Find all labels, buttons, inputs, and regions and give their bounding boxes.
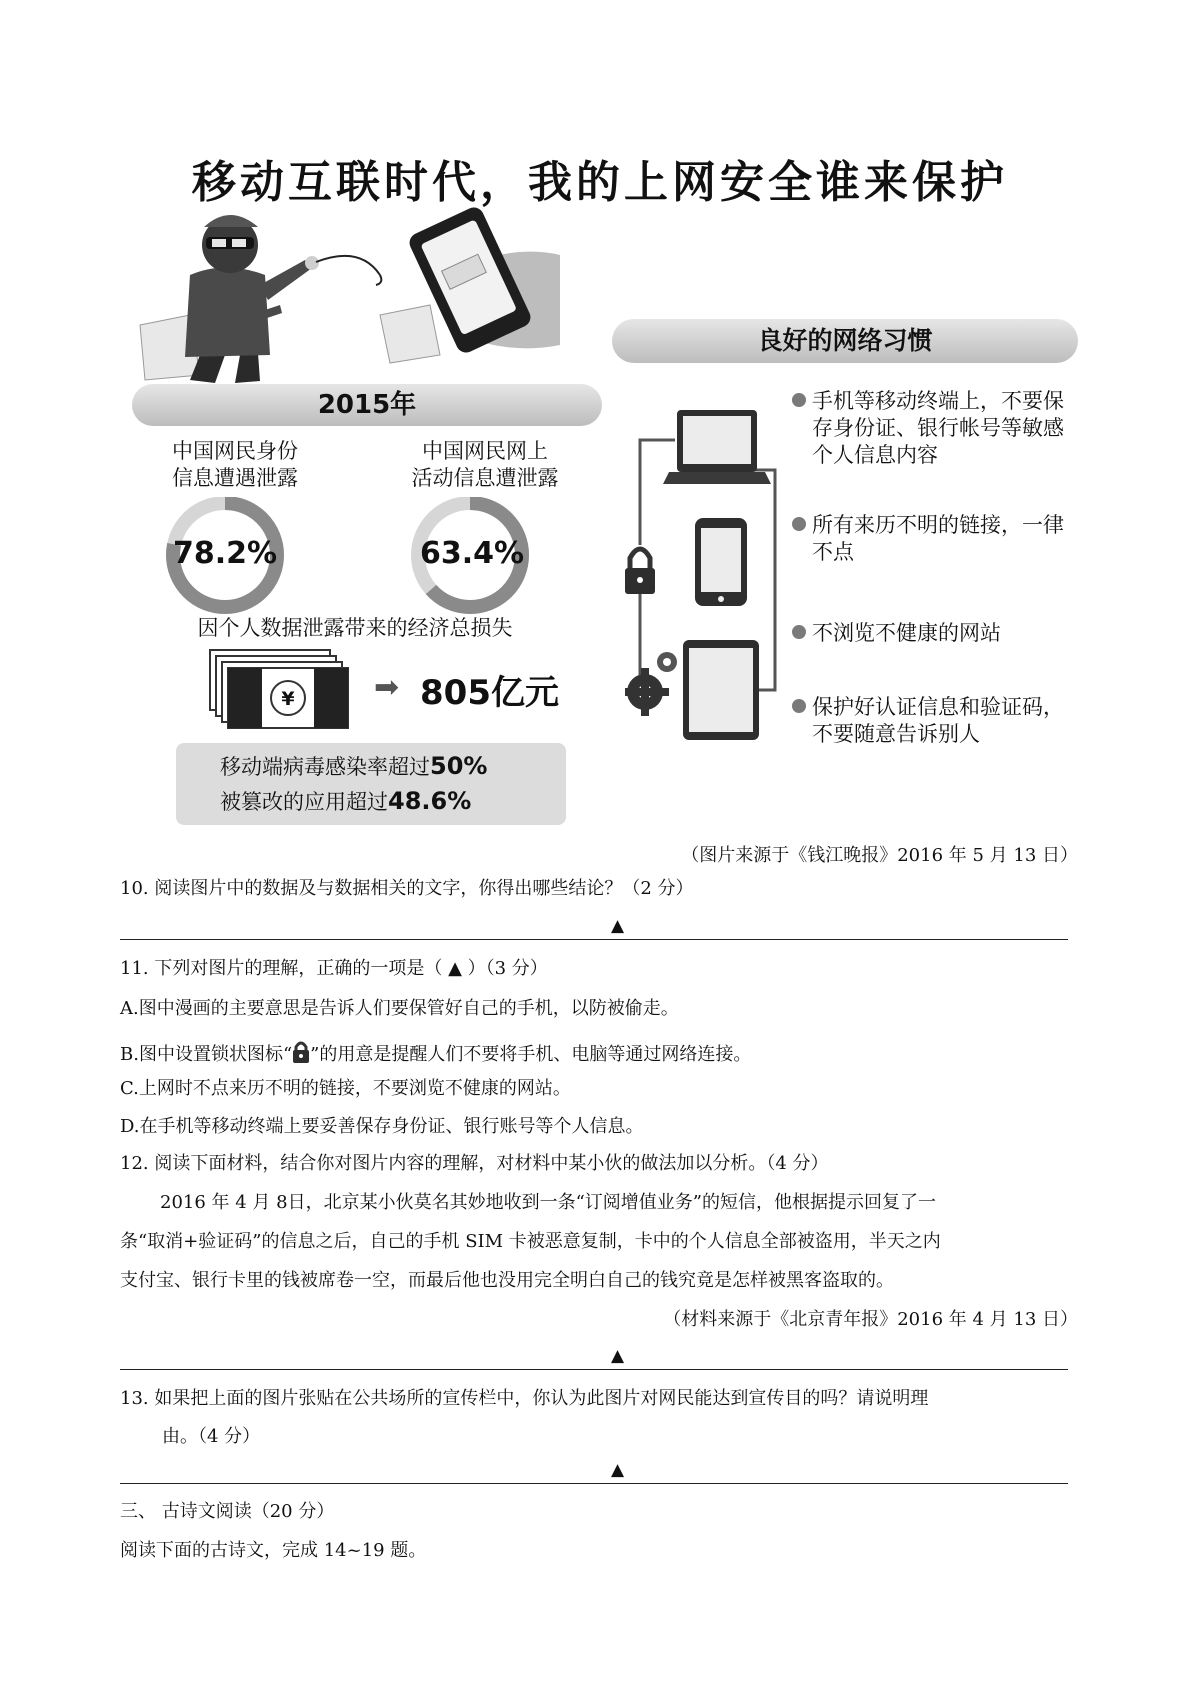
bullet-icon — [792, 625, 806, 639]
habits-header: 良好的网络习惯 — [612, 319, 1078, 363]
question-11: 11. 下列对图片的理解，正确的一项是（ ▲ ）（3 分） — [120, 958, 548, 979]
stat1-caption-line2: 信息遭遇泄露 — [172, 466, 298, 490]
gear-icon — [625, 652, 677, 716]
virus-line1-text: 移动端病毒感染率超过 — [220, 755, 430, 779]
stat1-value: 78.2% — [172, 536, 278, 571]
stat2-value: 63.4% — [419, 536, 525, 571]
bullet-icon — [792, 517, 806, 531]
section-3-intro: 阅读下面的古诗文，完成 14~19 题。 — [120, 1540, 427, 1561]
tablet-icon — [683, 640, 759, 740]
tip-4: 保护好认证信息和验证码，不要随意告诉别人 — [812, 694, 1082, 748]
virus-line2-value: 48.6% — [388, 787, 472, 815]
answer-line[interactable] — [120, 1483, 1068, 1484]
tip-2: 所有来历不明的链接，一律不点 — [812, 512, 1082, 566]
currency-symbol: ¥ — [281, 688, 295, 710]
bullet-icon — [792, 393, 806, 407]
lock-icon — [292, 1040, 310, 1064]
virus-line1-value: 50% — [430, 752, 488, 780]
money-stack-icon — [208, 648, 358, 733]
stat1-caption-line1: 中国网民身份 — [172, 439, 298, 463]
material-line-1: 2016 年 4 月 8日，北京某小伙莫名其妙地收到一条“订阅增值业务”的短信，他根据提示回复了一 — [160, 1192, 936, 1213]
answer-line[interactable] — [120, 939, 1068, 940]
question-10: 10. 阅读图片中的数据及与数据相关的文字，你得出哪些结论？（2 分） — [120, 878, 694, 899]
option-b: B.图中设置锁状图标“ ”的用意是提醒人们不要将手机、电脑等通过网络连接。 — [120, 1040, 751, 1068]
question-12: 12. 阅读下面材料，结合你对图片内容的理解，对材料中某小伙的做法加以分析。（4 分） — [120, 1153, 829, 1174]
lock-icon — [625, 549, 655, 594]
section-3-heading: 三、 古诗文阅读（20 分） — [120, 1501, 335, 1522]
image-source: （图片来源于《钱江晚报》2016 年 5 月 13 日） — [681, 845, 1078, 866]
virus-line2 — [220, 784, 566, 819]
virus-line2-text: 被篡改的应用超过 — [220, 790, 388, 814]
loss-amount: 805亿元 — [420, 673, 559, 713]
virus-stats-box — [176, 743, 566, 825]
stat2-caption — [385, 438, 585, 492]
question-13-line1: 13. 如果把上面的图片张贴在公共场所的宣传栏中，你认为此图片对网民能达到宣传目的吗？请说明理 — [120, 1388, 929, 1409]
infographic-title: 移动互联时代，我的上网安全谁来保护 — [192, 157, 1008, 208]
stat2-caption-line2: 活动信息遭泄露 — [411, 466, 559, 490]
bullet-icon — [792, 699, 806, 713]
answer-marker: ▲ — [611, 916, 625, 936]
stat2-caption-line1: 中国网民网上 — [422, 439, 548, 463]
laptop-icon — [663, 410, 771, 484]
tip-1: 手机等移动终端上，不要保存身份证、银行帐号等敏感个人信息内容 — [812, 388, 1082, 469]
hacker-phishing-illustration — [130, 205, 600, 385]
option-c: C.上网时不点来历不明的链接，不要浏览不健康的网站。 — [120, 1078, 571, 1099]
answer-line[interactable] — [120, 1369, 1068, 1370]
arrow-right-icon: ➡ — [374, 670, 400, 705]
virus-line1 — [220, 749, 566, 784]
material-line-3: 支付宝、银行卡里的钱被席卷一空，而最后他也没用完全明白自己的钱究竟是怎样被黑客盗取的。 — [120, 1270, 894, 1291]
material-source: （材料来源于《北京青年报》2016 年 4 月 13 日） — [663, 1309, 1078, 1330]
devices-illustration — [625, 400, 785, 760]
smartphone-icon — [695, 518, 747, 606]
option-a: A.图中漫画的主要意思是告诉人们要保管好自己的手机，以防被偷走。 — [120, 998, 679, 1019]
question-13-line2: 由。（4 分） — [162, 1426, 261, 1447]
answer-marker: ▲ — [611, 1346, 625, 1366]
tip-3: 不浏览不健康的网站 — [812, 620, 1082, 647]
year-header: 2015年 — [132, 384, 602, 426]
stat1-caption — [140, 438, 330, 492]
option-d: D.在手机等移动终端上要妥善保存身份证、银行账号等个人信息。 — [120, 1116, 644, 1137]
loss-caption: 因个人数据泄露带来的经济总损失 — [197, 616, 513, 640]
answer-marker: ▲ — [611, 1460, 625, 1480]
material-line-2: 条“取消+验证码”的信息之后，自己的手机 SIM 卡被恶意复制，卡中的个人信息全部被盗用，半天之内 — [120, 1231, 941, 1252]
